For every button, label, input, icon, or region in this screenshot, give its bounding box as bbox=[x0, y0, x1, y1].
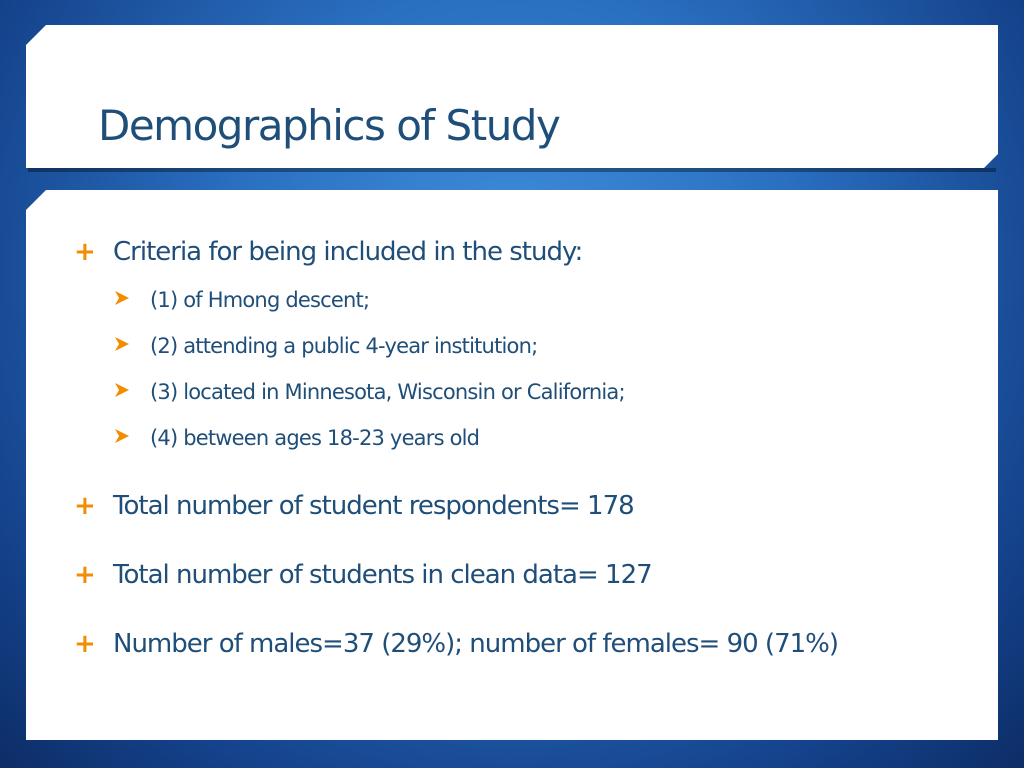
sub-bullet-4 bbox=[114, 423, 479, 453]
plus-icon: + bbox=[74, 491, 96, 521]
slide-title: Demographics of Study bbox=[98, 101, 560, 150]
bullet-gender bbox=[74, 626, 838, 662]
bullet-text: Total number of students in clean data= 127 bbox=[113, 560, 652, 590]
sub-bullet-3 bbox=[114, 377, 625, 407]
bullet-respondents bbox=[74, 488, 634, 524]
plus-icon: + bbox=[74, 629, 96, 659]
plus-icon: + bbox=[74, 560, 96, 590]
sub-bullet-text: (3) located in Minnesota, Wisconsin or California; bbox=[150, 380, 625, 404]
sub-bullet-text: (4) between ages 18-23 years old bbox=[150, 426, 480, 450]
bullet-criteria bbox=[74, 234, 582, 270]
plus-icon: + bbox=[74, 237, 96, 267]
arrowhead-icon bbox=[114, 428, 130, 449]
arrowhead-icon bbox=[114, 336, 130, 357]
arrowhead-icon bbox=[114, 290, 130, 311]
bullet-text: Criteria for being included in the study: bbox=[113, 237, 583, 267]
bullet-text: Number of males=37 (29%); number of females= 90 (71%) bbox=[113, 629, 839, 659]
sub-bullet-text: (2) attending a public 4-year institution; bbox=[150, 334, 538, 358]
bullet-text: Total number of student respondents= 178 bbox=[113, 491, 634, 521]
title-panel-shadow bbox=[28, 168, 996, 172]
sub-bullet-text: (1) of Hmong descent; bbox=[150, 288, 370, 312]
sub-bullet-2 bbox=[114, 331, 537, 361]
arrowhead-icon bbox=[114, 382, 130, 403]
bullet-clean-data bbox=[74, 557, 652, 593]
sub-bullet-1 bbox=[114, 285, 369, 315]
